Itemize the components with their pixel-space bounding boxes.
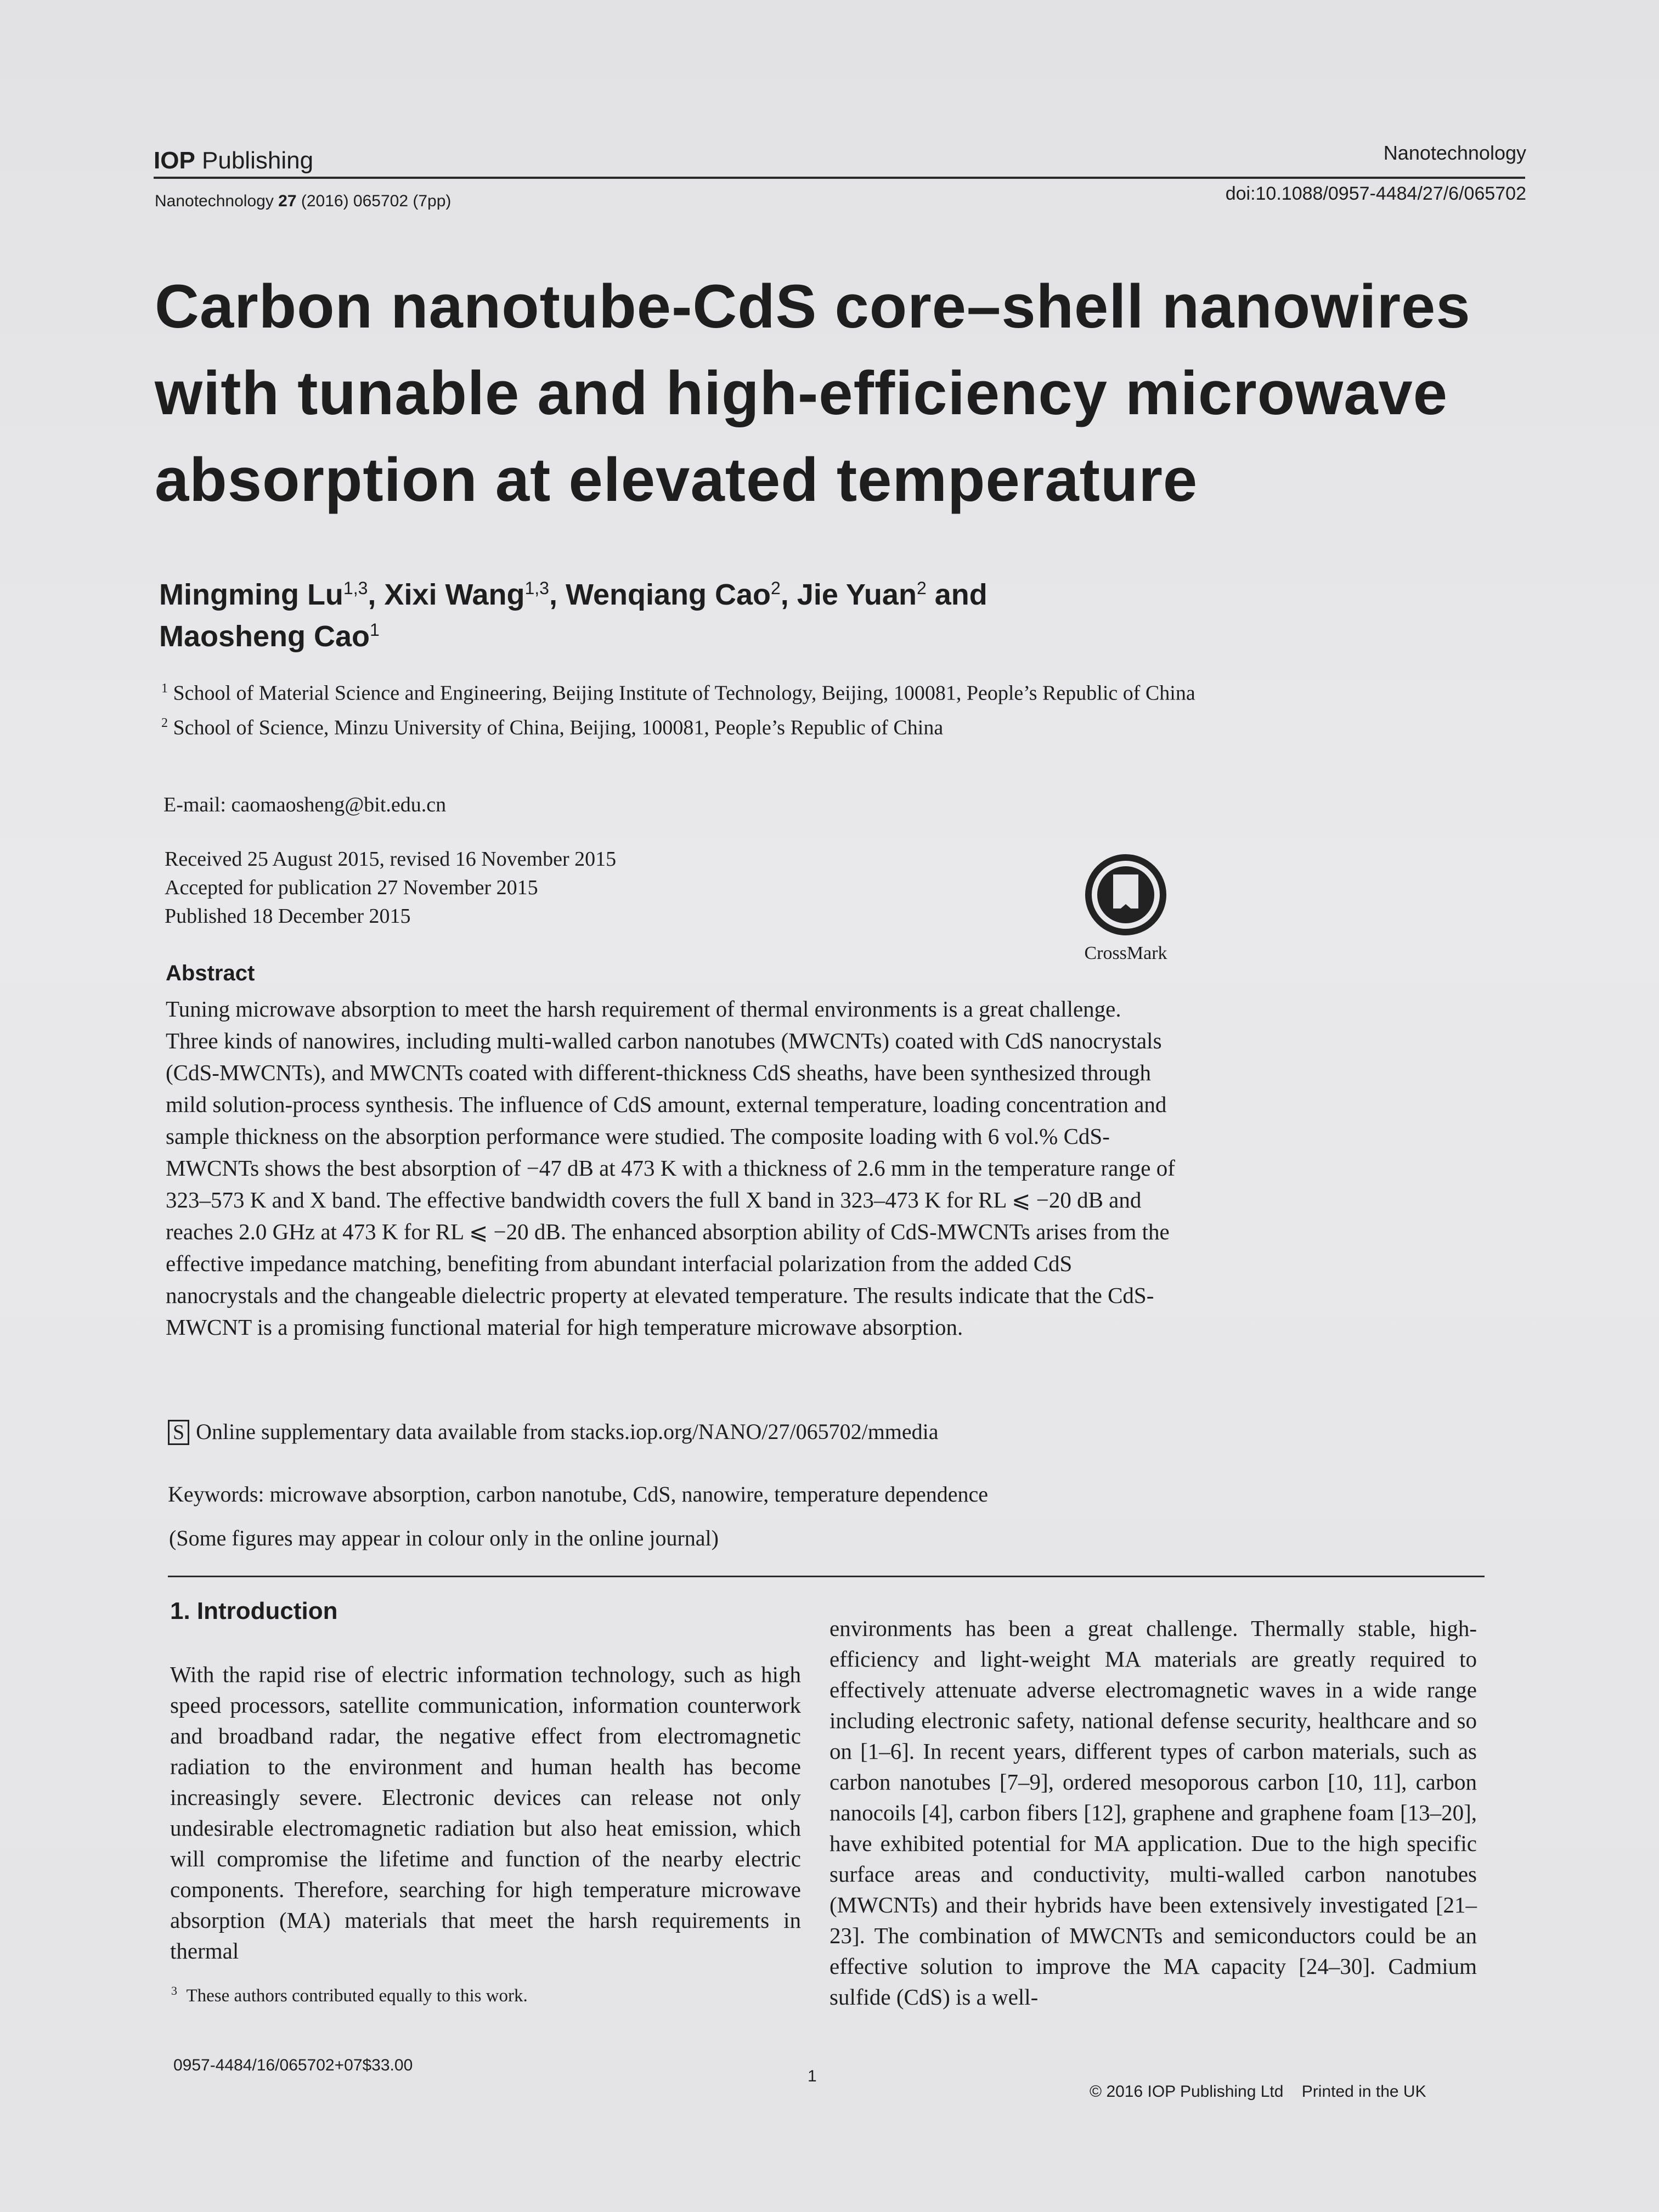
title-line: Carbon nanotube-CdS core–shell nanowires bbox=[155, 272, 1471, 341]
publisher-logo bbox=[154, 147, 313, 174]
copyright-text: © 2016 IOP Publishing Ltd bbox=[1090, 2083, 1284, 2101]
affiliation-text: School of Science, Minzu University of China, Beijing, 100081, People’s Republic of China bbox=[173, 716, 944, 740]
abstract-text: Tuning microwave absorption to meet the harsh requirement of thermal environments is a great challenge. Three kinds of nanowires, including multi-walled carbon nanotubes (MWCNTs) coated with CdS nanocrystals (CdS-MWCNTs), and MWCNTs coated with different-thickness CdS sheaths, have been synthesized through mild solution-process synthesis. The influence of CdS amount, external temperature, loading concentration and sample thickness on the absorption performance were studied. The composite loading with 6 vol.% CdS-MWCNTs shows the best absorption of −47 dB at 473 K with a thickness of 2.6 mm in the temperature range of 323–573 K and X band. The effective bandwidth covers the full X band in 323–473 K for RL ⩽ −20 dB and reaches 2.0 GHz at 473 K for RL ⩽ −20 dB. The enhanced absorption ability of CdS-MWCNTs arises from the effective impedance matching, benefiting from abundant interfacial polarization from the added CdS nanocrystals and the changeable dielectric property at elevated temperature. The results indicate that the CdS-MWCNT is a promising functional material for high temperature microwave absorption. bbox=[166, 996, 1175, 1340]
abstract-heading: Abstract bbox=[166, 961, 255, 985]
title-line: absorption at elevated temperature bbox=[155, 445, 1198, 514]
publisher-bold: IOP bbox=[154, 147, 195, 174]
crossmark-label: CrossMark bbox=[1084, 943, 1167, 963]
affiliations bbox=[161, 674, 1204, 742]
intro-column-right: environments has been a great challenge. Thermally stable, high-efficiency and light-weight MA materials are greatly required to effectively attenuate adverse electromagnetic waves in a wide range including electronic safety, national defense security, healthcare and so on [1–6]. In recent years, different types of carbon materials, such as carbon nanotubes [7–9], ordered mesoporous carbon [10, 11], carbon nanocoils [4], carbon fibers [12], graphene and graphene foam [13–20], have exhibited potential for MA application. Due to the high specific surface areas and conductivity, multi-walled carbon nanotubes (MWCNTs) and their hybrids have been extensively investigated [21–23]. The combination of MWCNTs and semiconductors could be an effective solution to improve the MA capacity [24–30]. Cadmium sulfide (CdS) is a well- bbox=[830, 1616, 1477, 2010]
footer-code: 0957-4484/16/065702+07$33.00 bbox=[173, 2056, 413, 2074]
section-heading: 1. Introduction bbox=[170, 1598, 338, 1624]
affiliation-text: School of Material Science and Engineering, Beijing Institute of Technology, Beijing, 100081, People’s Republic of China bbox=[173, 681, 1195, 705]
author-name: Maosheng Cao bbox=[159, 620, 370, 653]
affiliation bbox=[161, 708, 1204, 743]
author-name: Wenqiang Cao bbox=[565, 578, 771, 611]
author-sep: , bbox=[368, 578, 385, 611]
footnote bbox=[171, 1984, 775, 2006]
author-affil-sup: 2 bbox=[770, 578, 781, 598]
intro-column-left: With the rapid rise of electric information technology, such as high speed processors, satellite communication, information counterwork and broadband radar, the negative effect from electromagnetic radiation to the environment and human health has become increasingly severe. Electronic devices can release not only undesirable electromagnetic radiation but also heat emission, which will compromise the lifetime and function of the nearby electric components. Therefore, searching for high temperature microwave absorption (MA) materials that meet the harsh requirements in thermal bbox=[170, 1662, 801, 1963]
journal-name: Nanotechnology bbox=[1383, 142, 1526, 164]
author-affil-sup: 1 bbox=[370, 620, 380, 640]
author-affil-sup: 1,3 bbox=[524, 578, 549, 598]
affiliation bbox=[161, 674, 1204, 708]
crossmark-badge[interactable] bbox=[1076, 854, 1175, 964]
colour-note: (Some figures may appear in colour only in the online journal) bbox=[169, 1526, 719, 1550]
article-dates bbox=[165, 845, 616, 930]
author-name: Jie Yuan bbox=[797, 578, 917, 611]
author-affil-sup: 2 bbox=[916, 578, 927, 598]
page-number: 1 bbox=[808, 2067, 817, 2085]
author-sep: , bbox=[549, 578, 566, 611]
footnote-sup: 3 bbox=[171, 1984, 177, 1997]
date-published: Published 18 December 2015 bbox=[165, 905, 411, 928]
affiliation-sup: 1 bbox=[161, 681, 168, 696]
keywords: Keywords: microwave absorption, carbon nanotube, CdS, nanowire, temperature dependence bbox=[168, 1482, 989, 1506]
doi: doi:10.1088/0957-4484/27/6/065702 bbox=[1225, 183, 1526, 204]
author-name: Xixi Wang bbox=[384, 578, 525, 611]
supplementary-note bbox=[168, 1419, 939, 1445]
article-title bbox=[155, 263, 1559, 523]
citation-prefix: Nanotechnology bbox=[155, 192, 279, 210]
publisher-rest: Publishing bbox=[195, 147, 314, 174]
affiliation-sup: 2 bbox=[161, 715, 168, 730]
title-line: with tunable and high-efficiency microwave bbox=[155, 359, 1448, 427]
author-name: Mingming Lu bbox=[159, 578, 343, 611]
crossmark-icon bbox=[1085, 854, 1167, 936]
citation-rest: (2016) 065702 (7pp) bbox=[296, 192, 452, 210]
footer-copyright bbox=[1090, 2083, 1426, 2101]
author-sep: and bbox=[926, 578, 988, 611]
date-accepted: Accepted for publication 27 November 2015 bbox=[165, 876, 538, 899]
footnote-text: These authors contributed equally to this work. bbox=[186, 1986, 528, 2006]
supplementary-badge: S bbox=[168, 1420, 189, 1445]
author-sep: , bbox=[780, 578, 797, 611]
supplementary-link[interactable]: Online supplementary data available from stacks.iop.org/NANO/27/065702/mmedia bbox=[196, 1419, 939, 1444]
body-rule bbox=[168, 1576, 1485, 1577]
date-received: Received 25 August 2015, revised 16 November 2015 bbox=[165, 848, 617, 871]
citation bbox=[155, 192, 451, 211]
header-rule bbox=[154, 177, 1525, 179]
email: E-mail: caomaosheng@bit.edu.cn bbox=[163, 793, 447, 816]
author-affil-sup: 1,3 bbox=[343, 578, 368, 598]
citation-volume: 27 bbox=[278, 192, 297, 210]
printed-text: Printed in the UK bbox=[1301, 2083, 1426, 2101]
author-list bbox=[159, 571, 1092, 654]
